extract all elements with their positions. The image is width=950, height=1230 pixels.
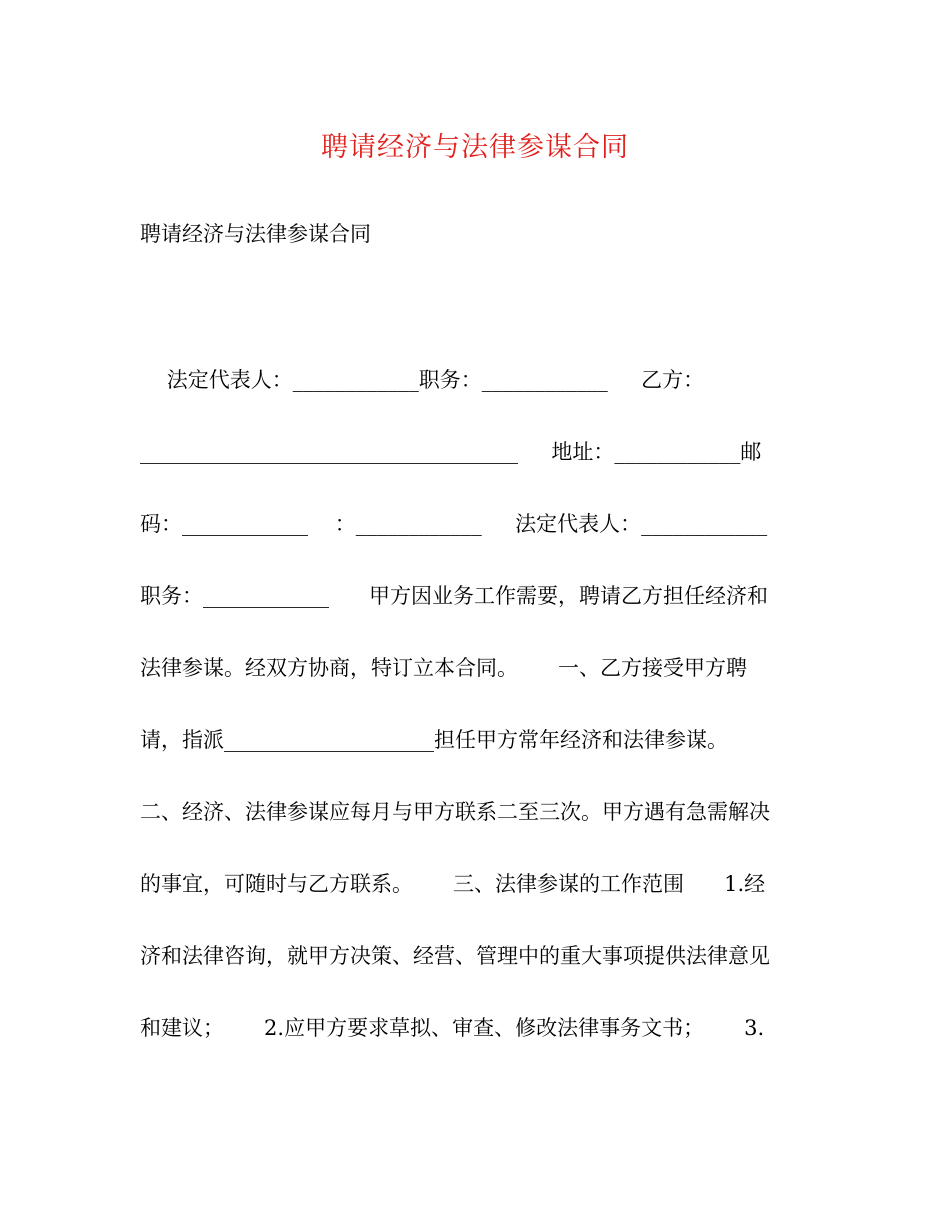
document-subtitle: 聘请经济与法律参谋合同 — [140, 222, 371, 246]
body-line: 职务：____________ 甲方因业务工作需要，聘请乙方担任经济和 — [140, 584, 769, 608]
body-line: 的事宜，可随时与乙方联系。 三、法律参谋的工作范围 1.经 — [140, 872, 766, 896]
body-line: ____________________________________ 地址：____________邮 — [140, 440, 762, 464]
body-line: 码：____________ ：____________ 法定代表人：____________ — [140, 512, 768, 536]
body-line: 二、经济、法律参谋应每月与甲方联系二至三次。甲方遇有急需解决 — [140, 800, 770, 824]
body-line: 济和法律咨询，就甲方决策、经营、管理中的重大事项提供法律意见 — [140, 944, 770, 968]
document-title: 聘请经济与法律参谋合同 — [321, 132, 629, 163]
body-line: 和建议； 2.应甲方要求草拟、审查、修改法律事务文书； 3. — [140, 1016, 765, 1040]
body-line: 请，指派____________________担任甲方常年经济和法律参谋。 — [140, 728, 728, 752]
body-line: 法定代表人：____________职务：____________ 乙方： — [140, 368, 705, 392]
body-line: 法律参谋。经双方协商，特订立本合同。 一、乙方接受甲方聘 — [140, 656, 748, 680]
